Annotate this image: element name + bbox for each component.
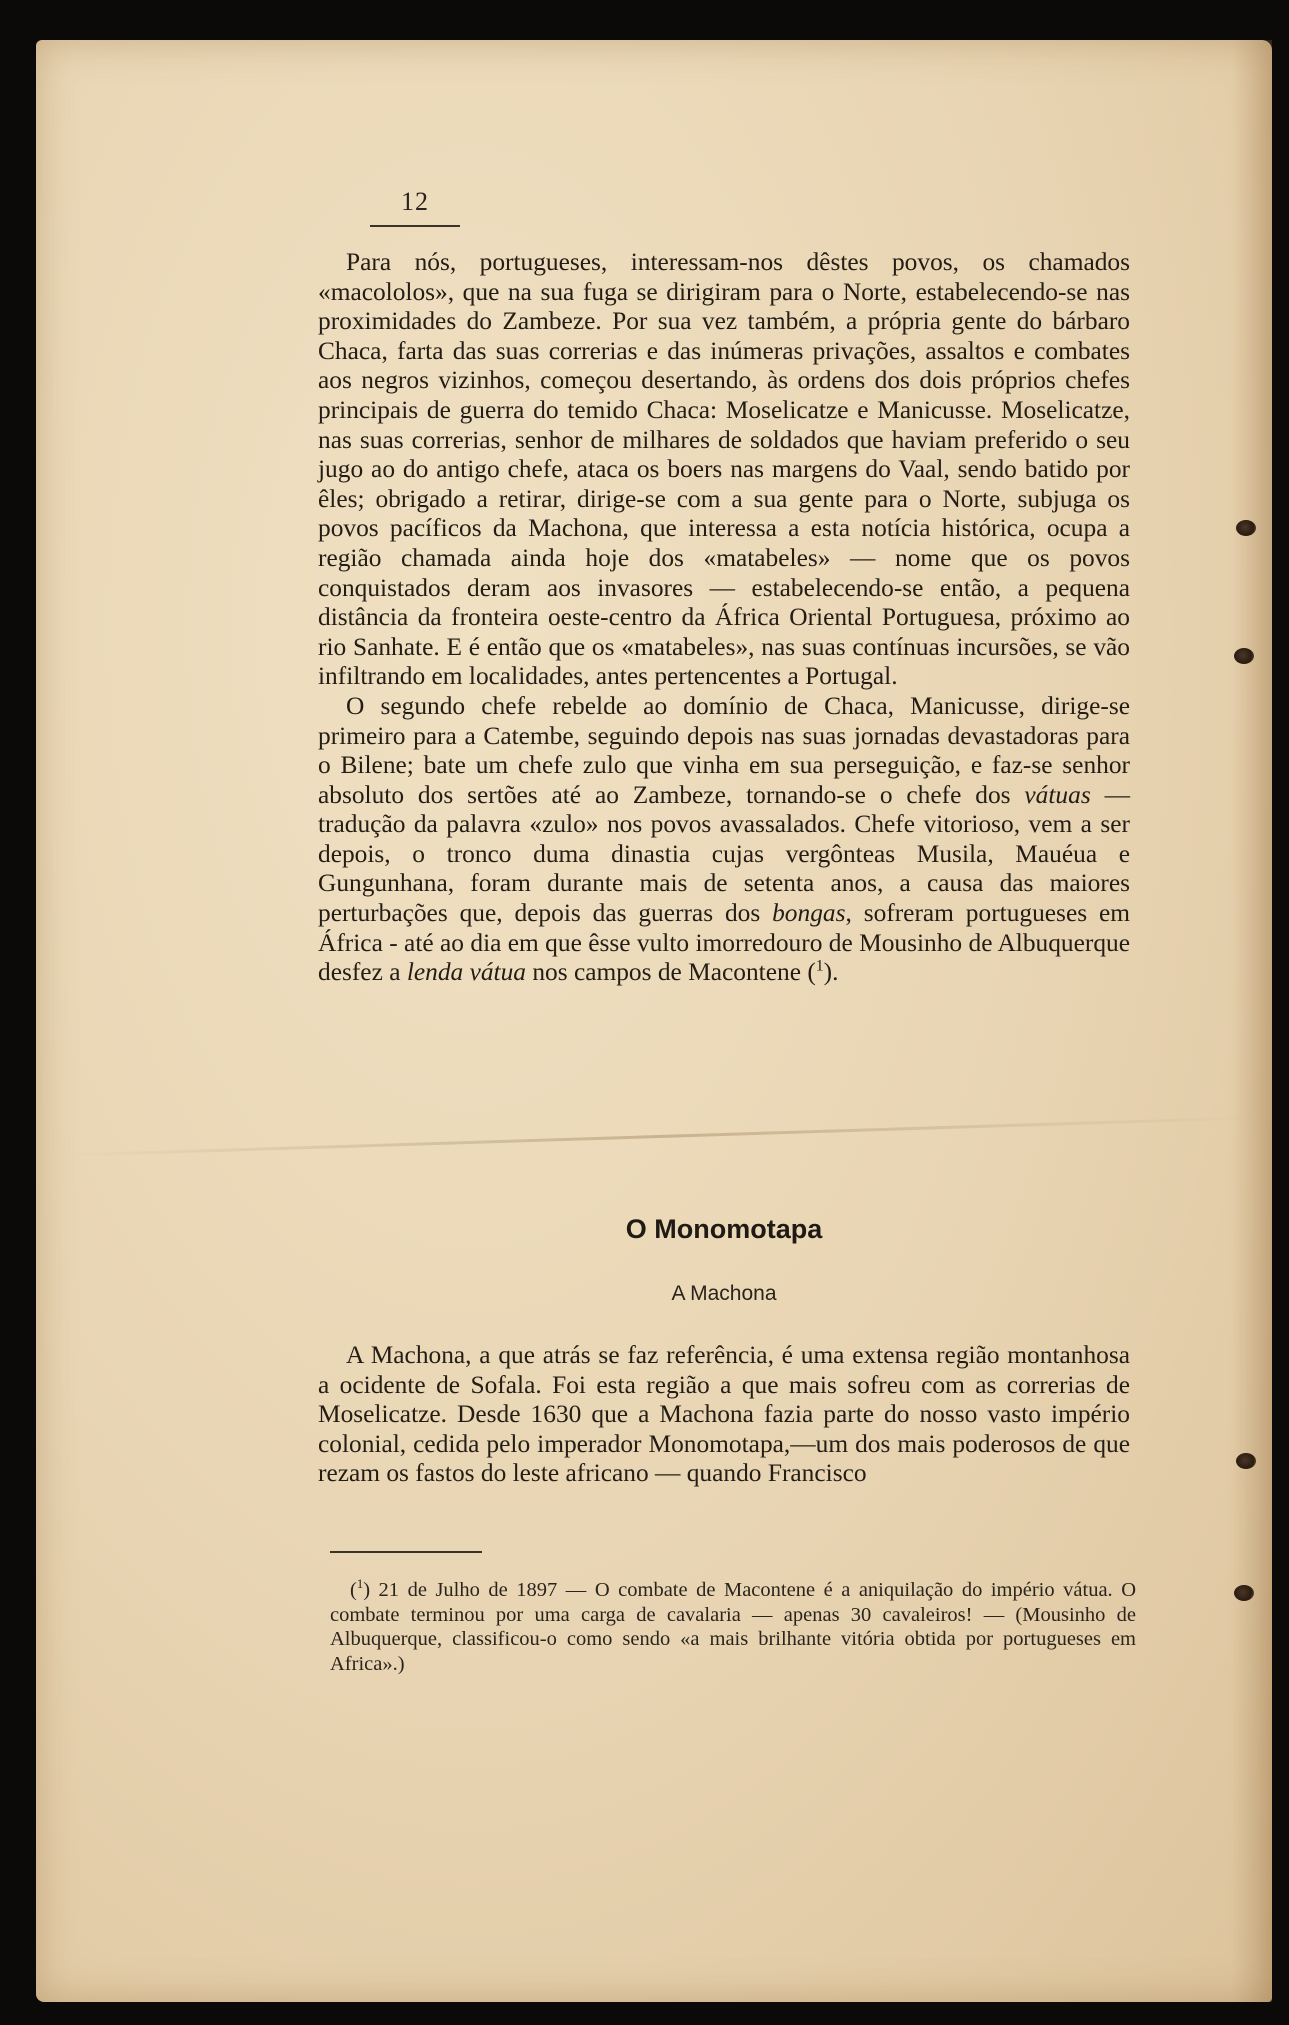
section-subheading: A Machona [671, 1282, 777, 1305]
binding-hole [1234, 1585, 1254, 1601]
footnote-text: 21 de Julho de 1897 — O combate de Macontene é a aniquilação do império vátua. O combate terminou por uma carga de cavalaria — apenas 30 cavaleiros! — (Mousinho de Albuquerque, classificou-o como sendo «a mais brilhante vitória obtida por portugueses em Africa».) [330, 1579, 1136, 1675]
paragraph-2-text-d: nos campos de Macontene ( [525, 958, 816, 987]
paragraph-1: Para nós, portugueses, interessam-nos dêstes povos, os chamados «macololos», que na sua fuga se dirigiram para o Norte, estabelecendo-se nas proximidades do Zambeze. Por sua vez também, a própria gente do bárbaro Chaca, farta das suas correrias e das inúmeras privações, assaltos e combates aos negros vizinhos, começou desertando, às ordens dos dois próprios chefes principais de guerra do temido Chaca: Moselicatze e Manicusse. Moselicatze, nas suas correrias, senhor de milhares de soldados que haviam preferido o seu jugo ao do antigo chefe, ataca os boers nas margens do Vaal, sendo batido por êles; obrigado a retirar, dirige-se com a sua gente para o Norte, subjuga os povos pacíficos da Machona, que interessa a esta notícia histórica, ocupa a região chamada ainda hoje dos «matabeles» — nome que os povos conquistados deram aos invasores — estabelecendo-se então, a pequena distância da fronteira oeste-centro da África Oriental Portuguesa, próximo ao rio Sanhate. E é então que os «matabeles», nas suas contínuas incursões, se vão infiltrando em localidades, antes pertencentes a Portugal. [318, 248, 1130, 691]
paragraph-2 [318, 692, 1130, 988]
page-number-rule [370, 225, 460, 227]
page-number: 12 [401, 187, 429, 216]
term-bongas: bongas [772, 899, 846, 928]
paragraph-3: A Machona, a que atrás se faz referência, é uma extensa região montanhosa a ocidente de Sofala. Foi esta região a que mais sofreu com as correrias de Moselicatze. Desde 1630 que a Machona fazia parte do nosso vasto império colonial, cedida pelo imperador Monomotapa,—um dos mais poderosos de que rezam os fastos do leste africano — quando Francisco [318, 1341, 1130, 1488]
term-lenda-vatua: lenda vátua [406, 958, 526, 987]
footnote-paragraph [330, 1578, 1136, 1676]
footnote-marker-close: ) [363, 1579, 371, 1601]
footnote-marker-open: ( [350, 1579, 357, 1601]
footnote-rule [330, 1551, 482, 1553]
binding-hole [1236, 1453, 1256, 1469]
paragraph-2-text-c: , sofreram portugueses em África - até ao dia em que êsse vulto imorredouro de Mousinho de Albuquerque desfez a [318, 899, 1130, 987]
section-text [318, 1341, 1130, 1489]
paragraph-2-text-a: O segundo chefe rebelde ao domínio de Chaca, Manicusse, dirige-se primeiro para a Catembe, seguindo depois nas suas jornadas devastadoras para o Bilene; bate um chefe zulo que vinha em sua perseguição, e faz-se senhor absoluto dos sertões até ao Zambeze, tornando-se o chefe dos [318, 691, 1130, 809]
page-edge-stain [1232, 40, 1272, 2002]
paragraph-2-text-e: ). [823, 958, 839, 987]
footnote-reference: 1 [815, 957, 824, 975]
binding-hole [1234, 648, 1254, 664]
footnote-marker: 1 [356, 1577, 364, 1592]
binding-hole [1236, 520, 1256, 536]
main-text [318, 248, 1130, 988]
paragraph-2-text-b: — tradução da palavra «zulo» nos povos avassalados. Chefe vitorioso, vem a ser depois, o tronco duma dinastia cujas vergônteas Musila, Mauéua e Gungunhana, foram durante mais de setenta anos, a causa das maiores perturbações que, depois das guerras dos [318, 780, 1130, 928]
footnote [330, 1578, 1136, 1676]
term-vatuas: vátuas [1024, 780, 1091, 809]
section-heading: O Monomotapa [625, 1214, 823, 1244]
